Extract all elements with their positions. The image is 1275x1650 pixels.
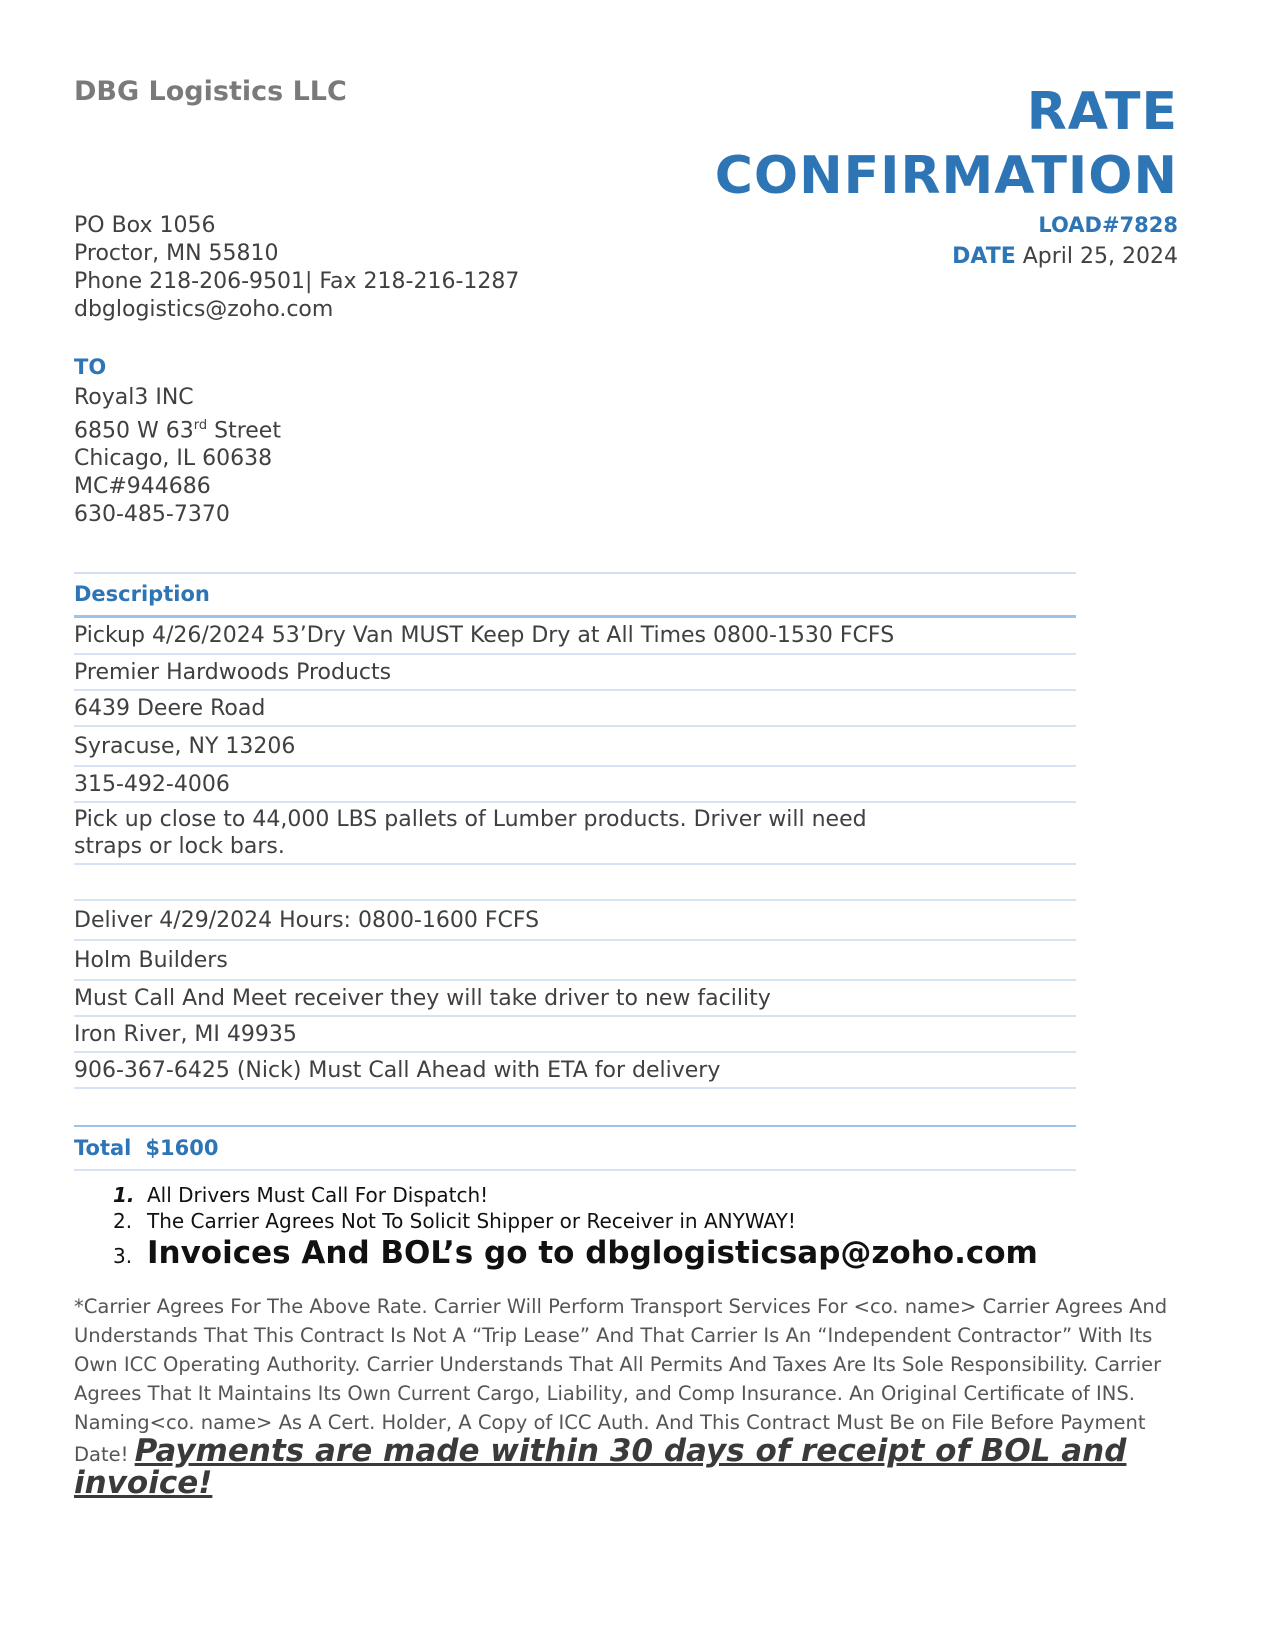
email-line: dbglogistics@zoho.com [74,297,334,322]
list-number: 2. [113,1209,133,1233]
table-row [74,803,1076,865]
total-row [74,1125,1076,1171]
table-row-empty [74,865,1076,901]
address-line: PO Box 1056 [74,213,216,238]
receiver-phone: 906-367-6425 (Nick) Must Call Ahead with ETA for delivery [74,1057,721,1083]
document-title [715,80,1178,208]
company-name: DBG Logistics LLC [74,76,347,107]
list-item [113,1183,1038,1207]
title-line-1: RATE [1026,82,1178,142]
terms-text: *Carrier Agrees For The Above Rate. Carrier Will Perform Transport Services For <co. name> Carrier Agrees And Understands That This Contract Is Not A “Trip Lease” And That Carrier Is An “Independent Contractor” With Its Own ICC Operating Authority. Carrier Understands That All Permits And Taxes Are Its Sole Responsibility. Carrier Agrees That It Maintains Its Own Current Cargo, Liability, and Comp Insurance. An Original Certificate of INS. Naming<co. name> As A Cert. Holder, A Copy of ICC Auth. And This Contract Must Be on File Before Payment Date! [74,1295,1168,1466]
payment-terms: Payments are made within 30 days of receipt of BOL and invoice! [74,1433,1127,1501]
receiver-instructions: Must Call And Meet receiver they will take driver to new facility [74,985,771,1011]
carrier-name: Royal3 INC [74,385,194,410]
carrier-mc: MC#944686 [74,474,211,500]
table-row [74,941,1076,981]
description-table [74,572,1076,1171]
delivery-line: Deliver 4/29/2024 Hours: 0800-1600 FCFS [74,907,540,933]
list-item [113,1235,1038,1271]
date-label: DATE [952,244,1016,269]
date-value: April 25, 2024 [1022,244,1178,269]
carrier-city: Chicago, IL 60638 [74,446,273,472]
list-number: 1. [113,1183,135,1207]
carrier-phone: 630-485-7370 [74,502,230,528]
table-row [74,691,1076,727]
table-row [74,727,1076,767]
table-row [74,901,1076,941]
list-item [113,1209,1038,1233]
document-date [952,244,1178,269]
table-row-empty [74,1089,1076,1125]
invoice-email-note: Invoices And BOL’s go to dbglogisticsap@zoho.com [147,1235,1038,1271]
description-header: Description [74,572,1076,618]
table-row [74,981,1076,1017]
to-label: TO [74,355,107,379]
load-number: LOAD#7828 [1038,213,1178,237]
table-row [74,655,1076,691]
table-row [74,618,1076,655]
company-address [74,212,519,324]
receiver-city: Iron River, MI 49935 [74,1021,297,1047]
total-amount: $1600 [145,1136,219,1160]
address-line: Phone 218-206-9501| Fax 218-216-1287 [74,269,520,294]
shipper-phone: 315-492-4006 [74,771,230,797]
notes-list [113,1183,1038,1271]
terms-paragraph [74,1292,1194,1501]
pickup-line: Pickup 4/26/2024 53’Dry Van MUST Keep Dry at All Times 0800-1530 FCFS [74,623,895,648]
carrier-street [74,412,281,445]
table-row [74,1017,1076,1053]
pickup-instructions: Pick up close to 44,000 LBS pallets of Lumber products. Driver will need straps or lock bars. [74,807,867,859]
address-line: Proctor, MN 55810 [74,241,279,266]
street-name: Street [207,418,281,444]
list-number: 3. [113,1244,133,1268]
title-line-2: CONFIRMATION [714,146,1178,206]
carrier-address [74,384,281,529]
shipper-city: Syracuse, NY 13206 [74,733,296,759]
shipper-name: Premier Hardwoods Products [74,659,392,685]
street-ordinal: rd [193,418,208,433]
table-row [74,1053,1076,1089]
list-text: The Carrier Agrees Not To Solicit Shipper or Receiver in ANYWAY! [147,1209,796,1233]
list-text: All Drivers Must Call For Dispatch! [147,1183,489,1207]
shipper-street: 6439 Deere Road [74,695,266,721]
receiver-name: Holm Builders [74,947,228,973]
total-label: Total [74,1136,132,1160]
street-number: 6850 W 63 [74,418,194,444]
table-row [74,767,1076,803]
